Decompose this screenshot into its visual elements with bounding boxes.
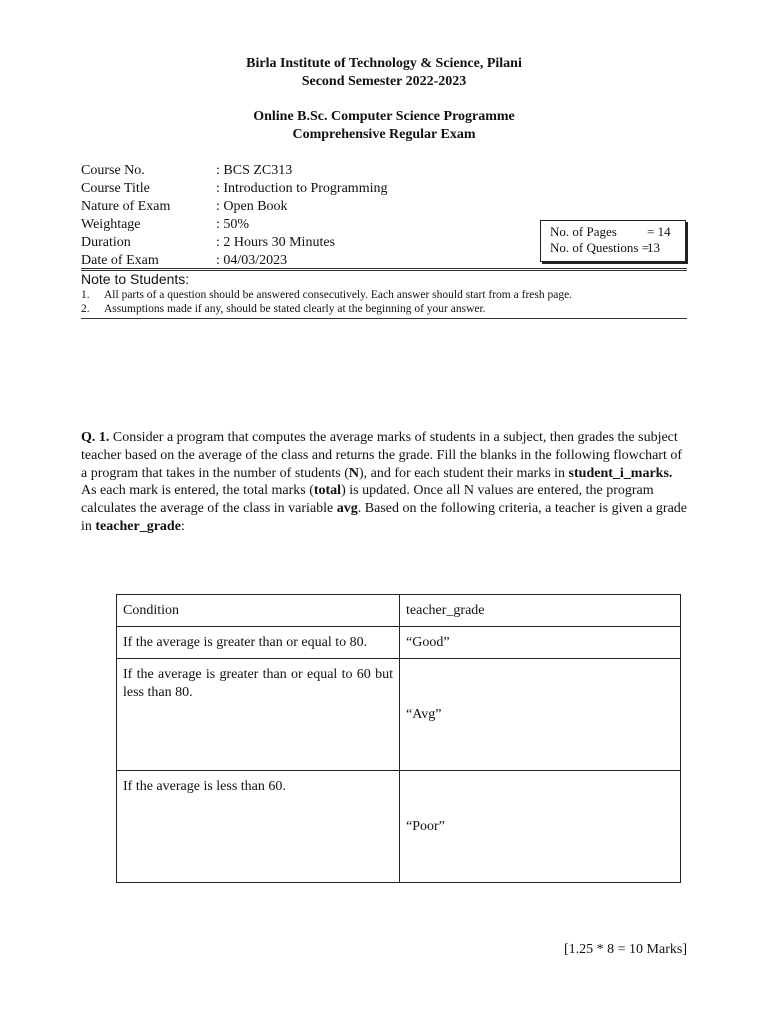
note-number: 2. xyxy=(81,303,90,315)
detail-value: : Open Book xyxy=(216,198,288,214)
questions-value: 13 xyxy=(647,240,660,255)
pages-value: = 14 xyxy=(647,224,671,239)
header-cell: Condition xyxy=(117,595,400,627)
question-1-text: Q. 1. Consider a program that computes the average marks of students in a subject, then grades the subject teacher based on the average of the class and returns the grade. Fill the blanks in the following flowchart of a program that takes in the number of students (N), and for each student their marks in student_i_marks. As each mark is entered, the total marks (total) is updated. Once all N values are entered, the program calculates the average of the class in variable avg. Based on the following criteria, a teacher is given a grade in teacher_grade: xyxy=(81,430,688,534)
questions-label: No. of Questions = xyxy=(550,240,650,255)
note-number: 1. xyxy=(81,289,90,301)
exam-header xyxy=(0,55,768,91)
note-text: Assumptions made if any, should be stated clearly at the beginning of your answer. xyxy=(104,303,486,315)
divider xyxy=(81,268,687,269)
programme-name: Online B.Sc. Computer Science Programme xyxy=(253,109,515,124)
header-cell: teacher_grade xyxy=(400,595,681,627)
exam-subheader xyxy=(0,108,768,144)
note-item xyxy=(81,303,486,315)
detail-label: Course Title xyxy=(81,180,150,196)
detail-label: Duration xyxy=(81,234,131,250)
condition-cell: If the average is less than 60. xyxy=(117,771,400,883)
detail-value: : BCS ZC313 xyxy=(216,163,293,178)
detail-label: Date of Exam xyxy=(81,252,159,268)
course-details xyxy=(81,162,387,269)
marks-allocation: [1.25 * 8 = 10 Marks] xyxy=(564,942,687,957)
detail-row xyxy=(81,252,387,270)
table-header-row xyxy=(117,595,681,627)
notes-title: Note to Students: xyxy=(81,271,190,287)
detail-value: : Introduction to Programming xyxy=(216,180,388,196)
table-row xyxy=(117,659,681,771)
detail-row xyxy=(81,216,387,234)
grade-cell: “Avg” xyxy=(400,659,681,771)
detail-value: : 04/03/2023 xyxy=(216,252,288,268)
pages-label: No. of Pages xyxy=(550,224,617,239)
condition-cell: If the average is greater than or equal to 80. xyxy=(117,627,400,659)
detail-label: Weightage xyxy=(81,216,141,232)
detail-label: Nature of Exam xyxy=(81,198,171,214)
condition-cell: If the average is greater than or equal to 60 but less than 80. xyxy=(117,659,400,771)
note-item xyxy=(81,289,572,301)
detail-row xyxy=(81,162,387,180)
detail-label: Course No. xyxy=(81,163,145,178)
semester: Second Semester 2022-2023 xyxy=(301,74,467,89)
detail-row xyxy=(81,198,387,216)
detail-row xyxy=(81,180,387,198)
table-row xyxy=(117,771,681,883)
detail-value: : 2 Hours 30 Minutes xyxy=(216,234,335,250)
question-label: Q. 1. xyxy=(81,430,110,445)
detail-row xyxy=(81,234,387,252)
pages-info-box xyxy=(540,220,686,262)
table-row xyxy=(117,627,681,659)
detail-value: : 50% xyxy=(216,216,250,232)
criteria-table xyxy=(116,594,681,883)
exam-type: Comprehensive Regular Exam xyxy=(292,127,476,142)
institute-name: Birla Institute of Technology & Science, Pilani xyxy=(246,56,522,71)
divider xyxy=(81,318,687,319)
grade-cell: “Poor” xyxy=(400,771,681,883)
note-text: All parts of a question should be answered consecutively. Each answer should start from a fresh page. xyxy=(104,289,573,301)
grade-cell: “Good” xyxy=(400,627,681,659)
